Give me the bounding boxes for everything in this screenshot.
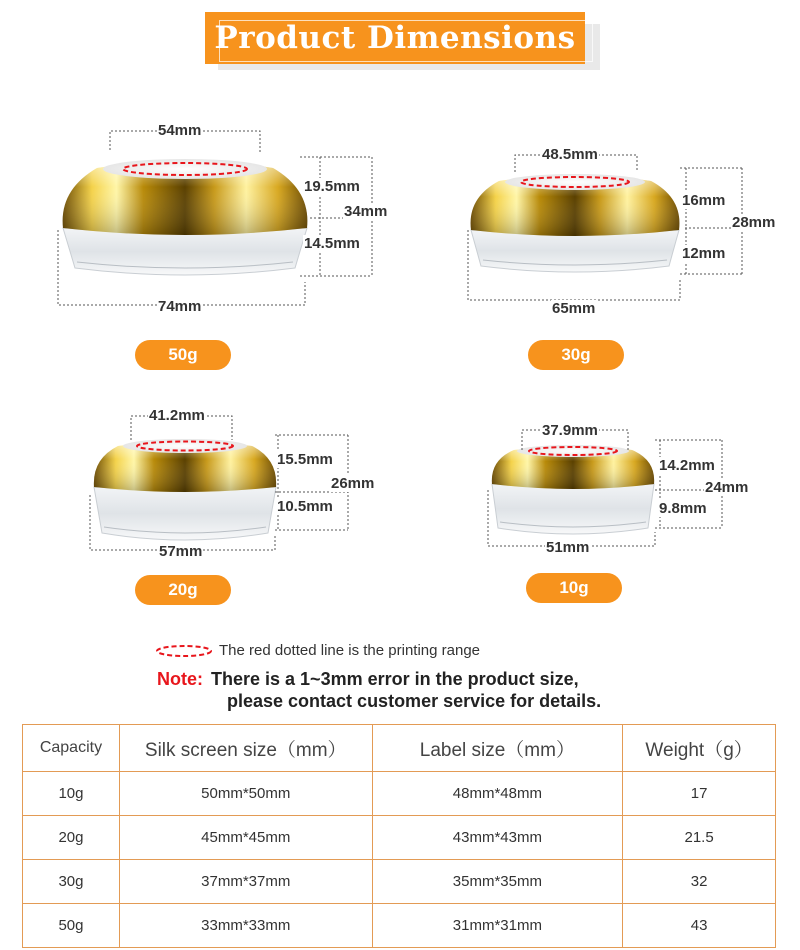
cell-capacity: 10g bbox=[23, 772, 120, 816]
jar-10g-image bbox=[488, 442, 658, 542]
legend-text: The red dotted line is the printing range bbox=[219, 642, 480, 659]
cell-silk-screen-size: 33mm*33mm bbox=[119, 904, 372, 948]
dim-20g-total-height: 26mm bbox=[331, 475, 375, 492]
badge-20g: 20g bbox=[135, 575, 231, 605]
dim-30g-base-height: 12mm bbox=[682, 245, 726, 262]
page-title: Product Dimensions bbox=[205, 12, 585, 64]
badge-30g: 30g bbox=[528, 340, 624, 370]
header-weight: Weight（g） bbox=[623, 725, 776, 772]
dim-10g-bottom-width: 51mm bbox=[546, 539, 590, 556]
dim-50g-cap-height: 19.5mm bbox=[304, 178, 360, 195]
cell-capacity: 20g bbox=[23, 816, 120, 860]
dim-20g-top-width: 41.2mm bbox=[149, 407, 205, 424]
cell-label-size: 43mm*43mm bbox=[372, 816, 623, 860]
dim-10g-base-height: 9.8mm bbox=[659, 500, 707, 517]
cell-weight: 43 bbox=[623, 904, 776, 948]
cell-capacity: 50g bbox=[23, 904, 120, 948]
dim-50g-base-height: 14.5mm bbox=[304, 235, 360, 252]
dim-20g-bottom-width: 57mm bbox=[159, 543, 203, 560]
dim-20g-base-height: 10.5mm bbox=[277, 498, 333, 515]
cell-label-size: 31mm*31mm bbox=[372, 904, 623, 948]
header-capacity: Capacity bbox=[23, 725, 120, 772]
dim-50g-total-height: 34mm bbox=[344, 203, 388, 220]
table-header-row bbox=[23, 725, 776, 772]
badge-10g: 10g bbox=[526, 573, 622, 603]
cell-weight: 32 bbox=[623, 860, 776, 904]
dim-30g-cap-height: 16mm bbox=[682, 192, 726, 209]
table-row bbox=[23, 904, 776, 948]
note-line-1: There is a 1~3mm error in the product size, bbox=[211, 669, 579, 689]
note-label: Note: bbox=[157, 669, 203, 689]
jar-50g-image bbox=[55, 150, 315, 280]
header-label-size: Label size（mm） bbox=[372, 725, 623, 772]
dim-20g-cap-height: 15.5mm bbox=[277, 451, 333, 468]
dim-50g-top-width: 54mm bbox=[158, 122, 202, 139]
legend bbox=[155, 642, 480, 659]
cell-label-size: 35mm*35mm bbox=[372, 860, 623, 904]
dim-10g-top-width: 37.9mm bbox=[542, 422, 598, 439]
table-row bbox=[23, 860, 776, 904]
spec-table bbox=[22, 724, 776, 948]
cell-weight: 17 bbox=[623, 772, 776, 816]
dim-10g-total-height: 24mm bbox=[705, 479, 749, 496]
cell-weight: 21.5 bbox=[623, 816, 776, 860]
jar-30g-image bbox=[465, 168, 685, 278]
note-line-2: please contact customer service for details. bbox=[227, 691, 602, 711]
dim-30g-bottom-width: 65mm bbox=[552, 300, 596, 317]
cell-silk-screen-size: 45mm*45mm bbox=[119, 816, 372, 860]
print-range-legend-icon bbox=[155, 644, 213, 658]
cell-silk-screen-size: 50mm*50mm bbox=[119, 772, 372, 816]
table-row bbox=[23, 816, 776, 860]
dim-30g-total-height: 28mm bbox=[732, 214, 776, 231]
dim-30g-top-width: 48.5mm bbox=[542, 146, 598, 163]
jar-20g-image bbox=[90, 435, 280, 550]
note bbox=[157, 668, 601, 712]
badge-50g: 50g bbox=[135, 340, 231, 370]
dim-50g-bottom-width: 74mm bbox=[158, 298, 202, 315]
table-row bbox=[23, 772, 776, 816]
dim-10g-cap-height: 14.2mm bbox=[659, 457, 715, 474]
cell-silk-screen-size: 37mm*37mm bbox=[119, 860, 372, 904]
cell-label-size: 48mm*48mm bbox=[372, 772, 623, 816]
cell-capacity: 30g bbox=[23, 860, 120, 904]
header-silk-screen-size: Silk screen size（mm） bbox=[119, 725, 372, 772]
